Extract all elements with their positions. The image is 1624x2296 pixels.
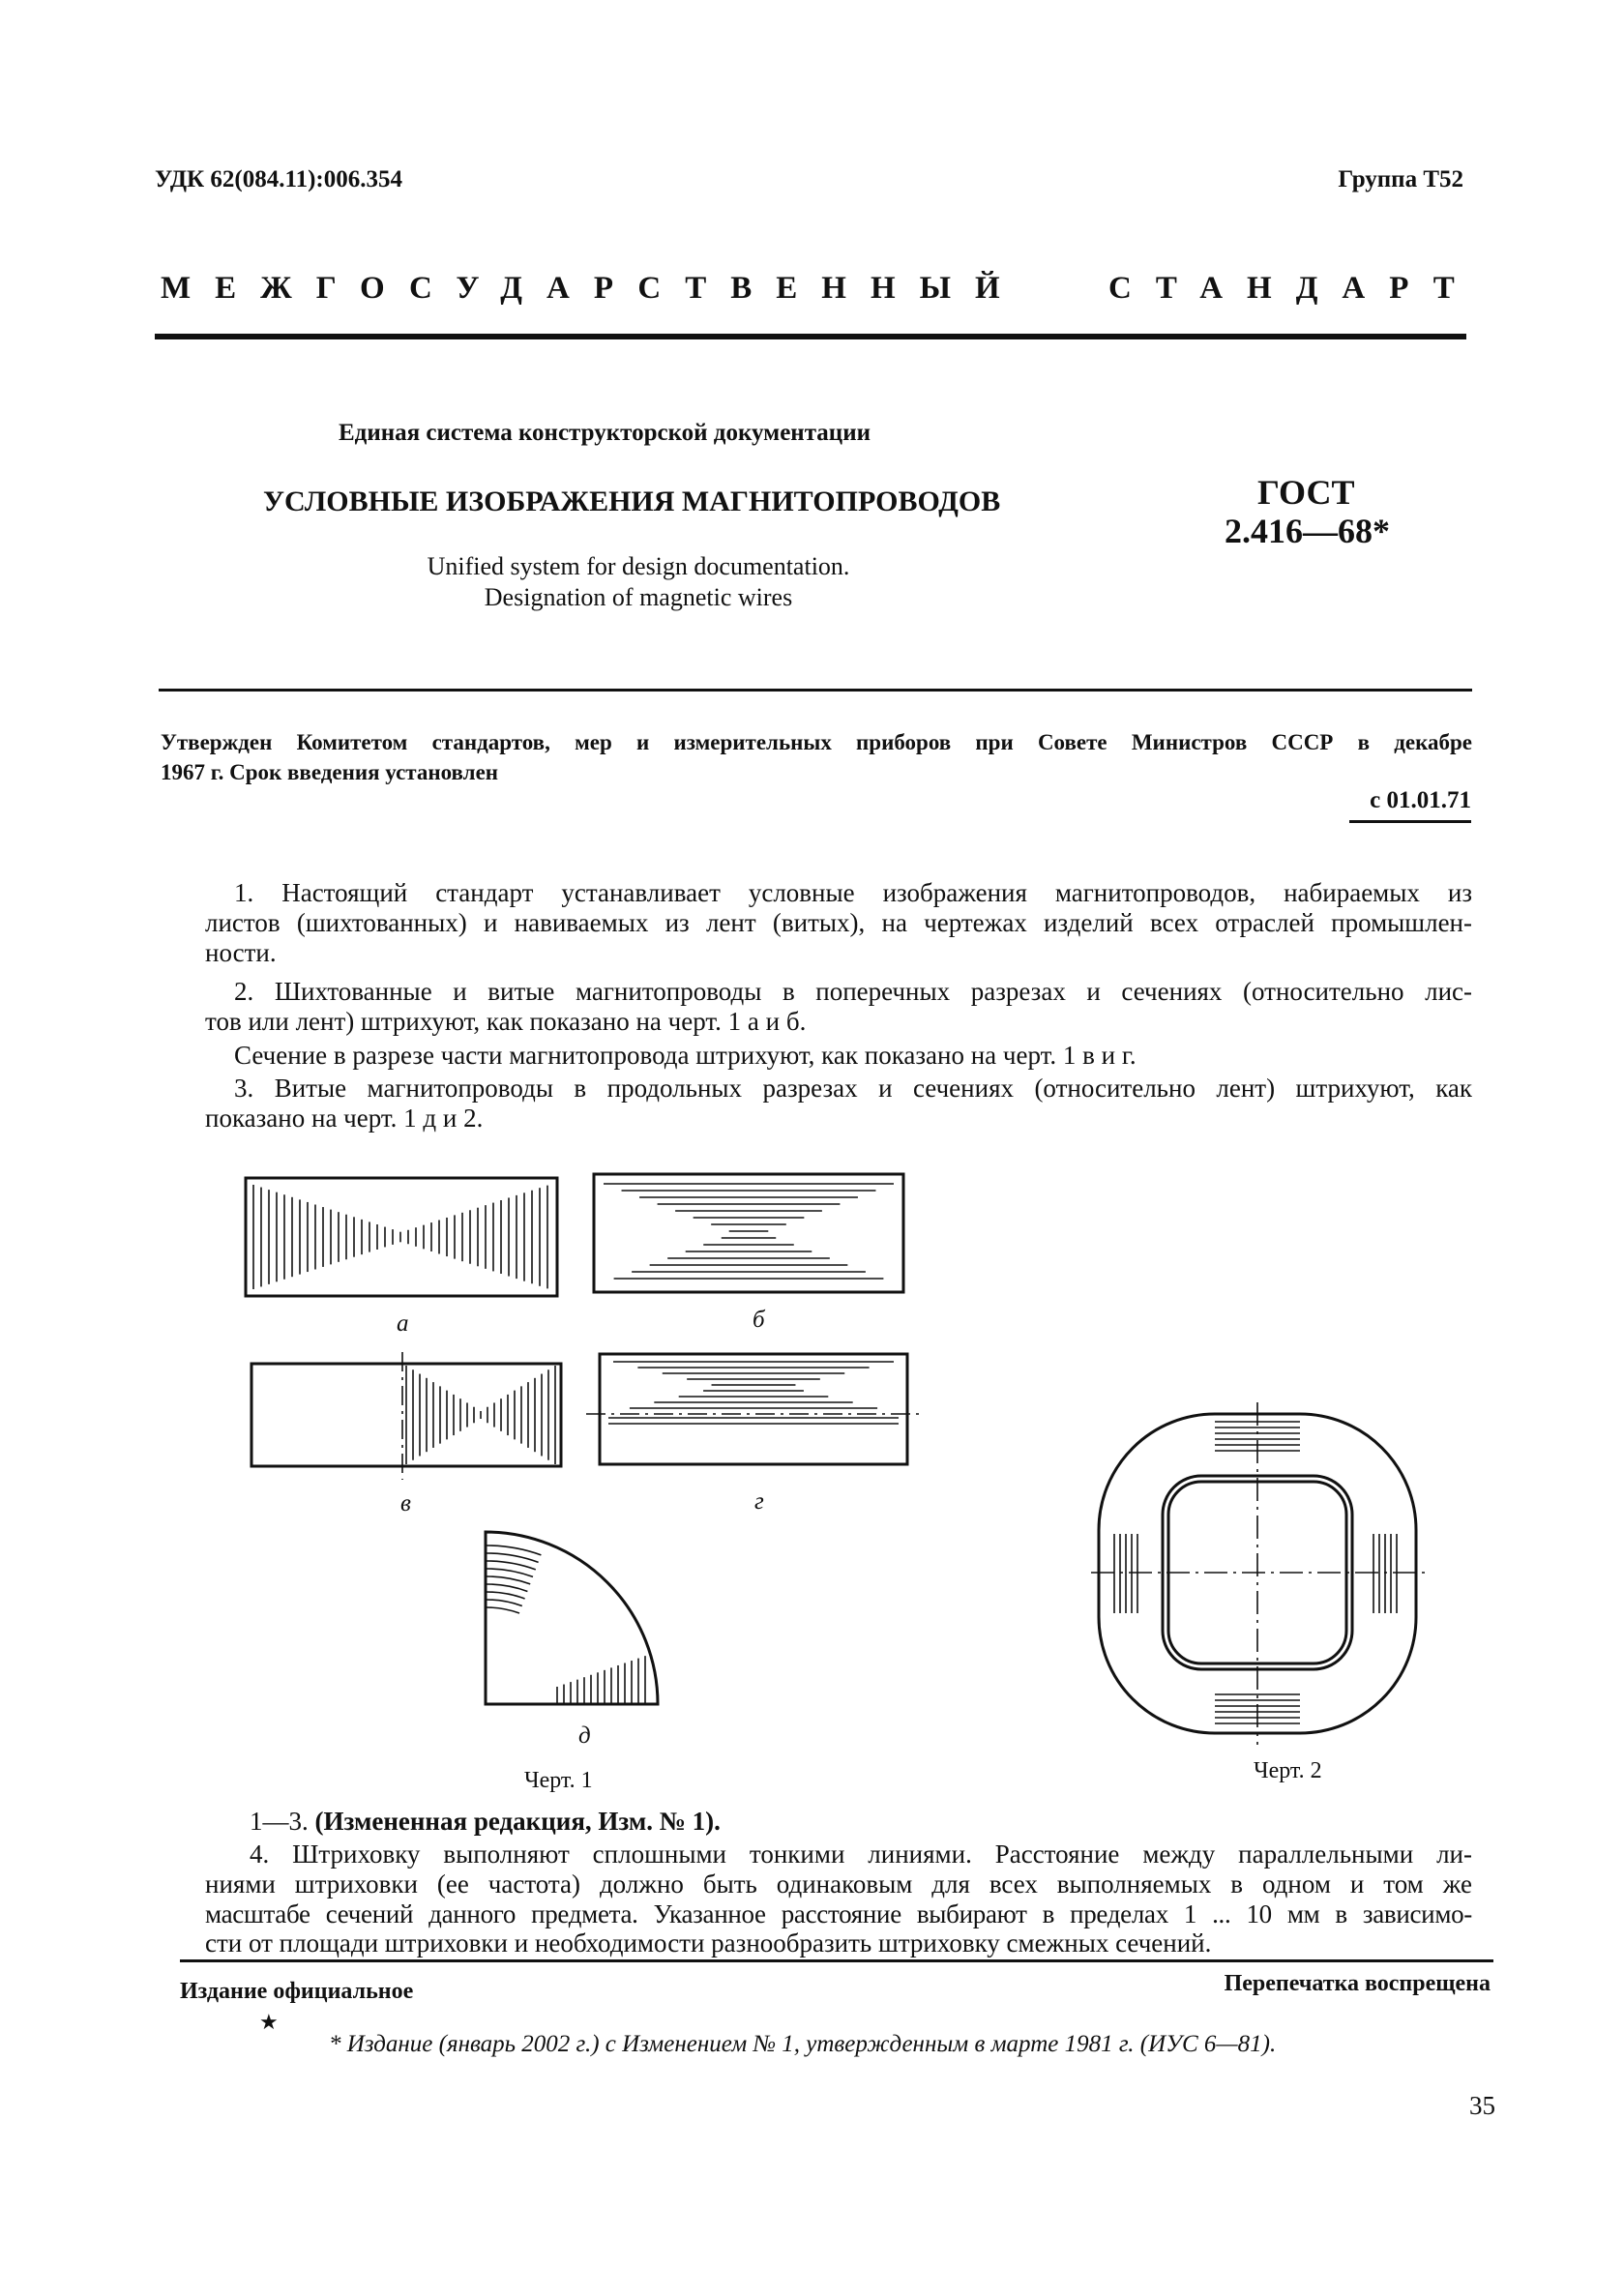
p2-line2: тов или лент) штрихуют, как показано на черт. 1 а и б.: [205, 1007, 807, 1036]
standard-heading-word2: СТАНДАРТ: [1108, 271, 1479, 306]
hatch-arc: [486, 1607, 519, 1613]
footer-rule: [180, 1959, 1493, 1962]
p4-line2: ниями штриховки (ее частота) должно быть одинаковым для всех выполняемых в одном и том же: [205, 1869, 1472, 1899]
p1-line1: 1. Настоящий стандарт устанавливает условные изображения магнитопроводов, набираемых из: [234, 878, 1472, 907]
group-code: Группа Т52: [1338, 166, 1463, 192]
edit-note-prefix: 1—3.: [250, 1807, 315, 1836]
document-title: УСЛОВНЫЕ ИЗОБРАЖЕНИЯ МАГНИТОПРОВОДОВ: [263, 486, 1001, 517]
effective-date: с 01.01.71: [1370, 787, 1471, 813]
gost-label: ГОСТ: [1257, 473, 1355, 512]
edition-label: Издание официальное: [180, 1979, 414, 2004]
p4-line1: 4. Штриховку выполняют сплошными тонкими линиями. Расстояние между параллельными ли-: [250, 1840, 1472, 1869]
hatch-arc: [486, 1584, 527, 1591]
p4-line4: сти от площади штриховки и необходимости разнообразить штриховку смежных сечений.: [205, 1928, 1212, 1957]
fig-b-hatching: [604, 1184, 894, 1279]
fig-g-hatching: [608, 1362, 899, 1424]
hatch-arc: [486, 1600, 522, 1605]
approval-line2: 1967 г. Срок введения установлен: [161, 760, 499, 784]
udk-code: УДК 62(084.11):006.354: [155, 166, 402, 192]
english-title-line2: Designation of magnetic wires: [484, 583, 793, 611]
p2b: Сечение в разрезе части магнитопровода штрихуют, как показано на черт. 1 в и г.: [234, 1041, 1137, 1070]
english-title-line1: Unified system for design documentation.: [427, 552, 850, 580]
star-mark: ★: [259, 2010, 279, 2034]
edit-note-text: (Измененная редакция, Изм. № 1).: [314, 1807, 721, 1836]
p4-line3: масштабе сечений данного предмета. Указанное расстояние выбирают в пределах 1 ... 10 мм в зависимо-: [205, 1899, 1472, 1928]
approval-line1: Утвержден Комитетом стандартов, мер и измерительных приборов при Совете Министров СССР в декабре: [161, 730, 1472, 754]
fig-v-hatching: [406, 1366, 555, 1464]
fig1-caption: Черт. 1: [524, 1768, 593, 1793]
fig-a-label: а: [397, 1310, 409, 1337]
edition-note: * Издание (январь 2002 г.) с Изменением № 1, утвержденным в марте 1981 г. (ИУС 6—81).: [329, 2031, 1277, 2057]
fig-b-label: б: [753, 1307, 765, 1333]
fig-v-label: в: [400, 1490, 411, 1516]
fig-g-label: г: [754, 1488, 764, 1515]
reprint-label: Перепечатка воспрещена: [1224, 1971, 1491, 1996]
fig-b-frame: [594, 1174, 903, 1292]
fig-d-label: д: [578, 1722, 591, 1749]
p2-line1: 2. Шихтованные и витые магнитопроводы в поперечных разрезах и сечениях (относительно лис-: [234, 977, 1472, 1006]
standard-heading-word1: МЕЖГОСУДАРСТВЕННЫЙ: [161, 271, 1024, 306]
system-name: Единая система конструкторской документации: [339, 420, 871, 446]
p3-line1: 3. Витые магнитопроводы в продольных разрезах и сечениях (относительно лент) штрихуют, как: [234, 1074, 1472, 1103]
page-number: 35: [1469, 2091, 1495, 2120]
fig-d-hatching: [486, 1545, 645, 1704]
gost-number: 2.416—68*: [1225, 512, 1390, 550]
fig-a-hatching: [253, 1185, 547, 1289]
hatch-arc: [486, 1592, 525, 1599]
fig2-caption: Черт. 2: [1254, 1758, 1322, 1783]
hatch-arc: [486, 1569, 533, 1576]
fig-g-frame: [600, 1354, 907, 1464]
p1-line2: листов (шихтованных) и навиваемых из лент (витых), на чертежах изделий всех отраслей промышлен-: [205, 908, 1472, 937]
edit-note: [250, 1807, 721, 1837]
p1-line3: ности.: [205, 938, 277, 967]
hatch-arc: [486, 1576, 530, 1584]
p3-line2: показано на черт. 1 д и 2.: [205, 1104, 484, 1133]
